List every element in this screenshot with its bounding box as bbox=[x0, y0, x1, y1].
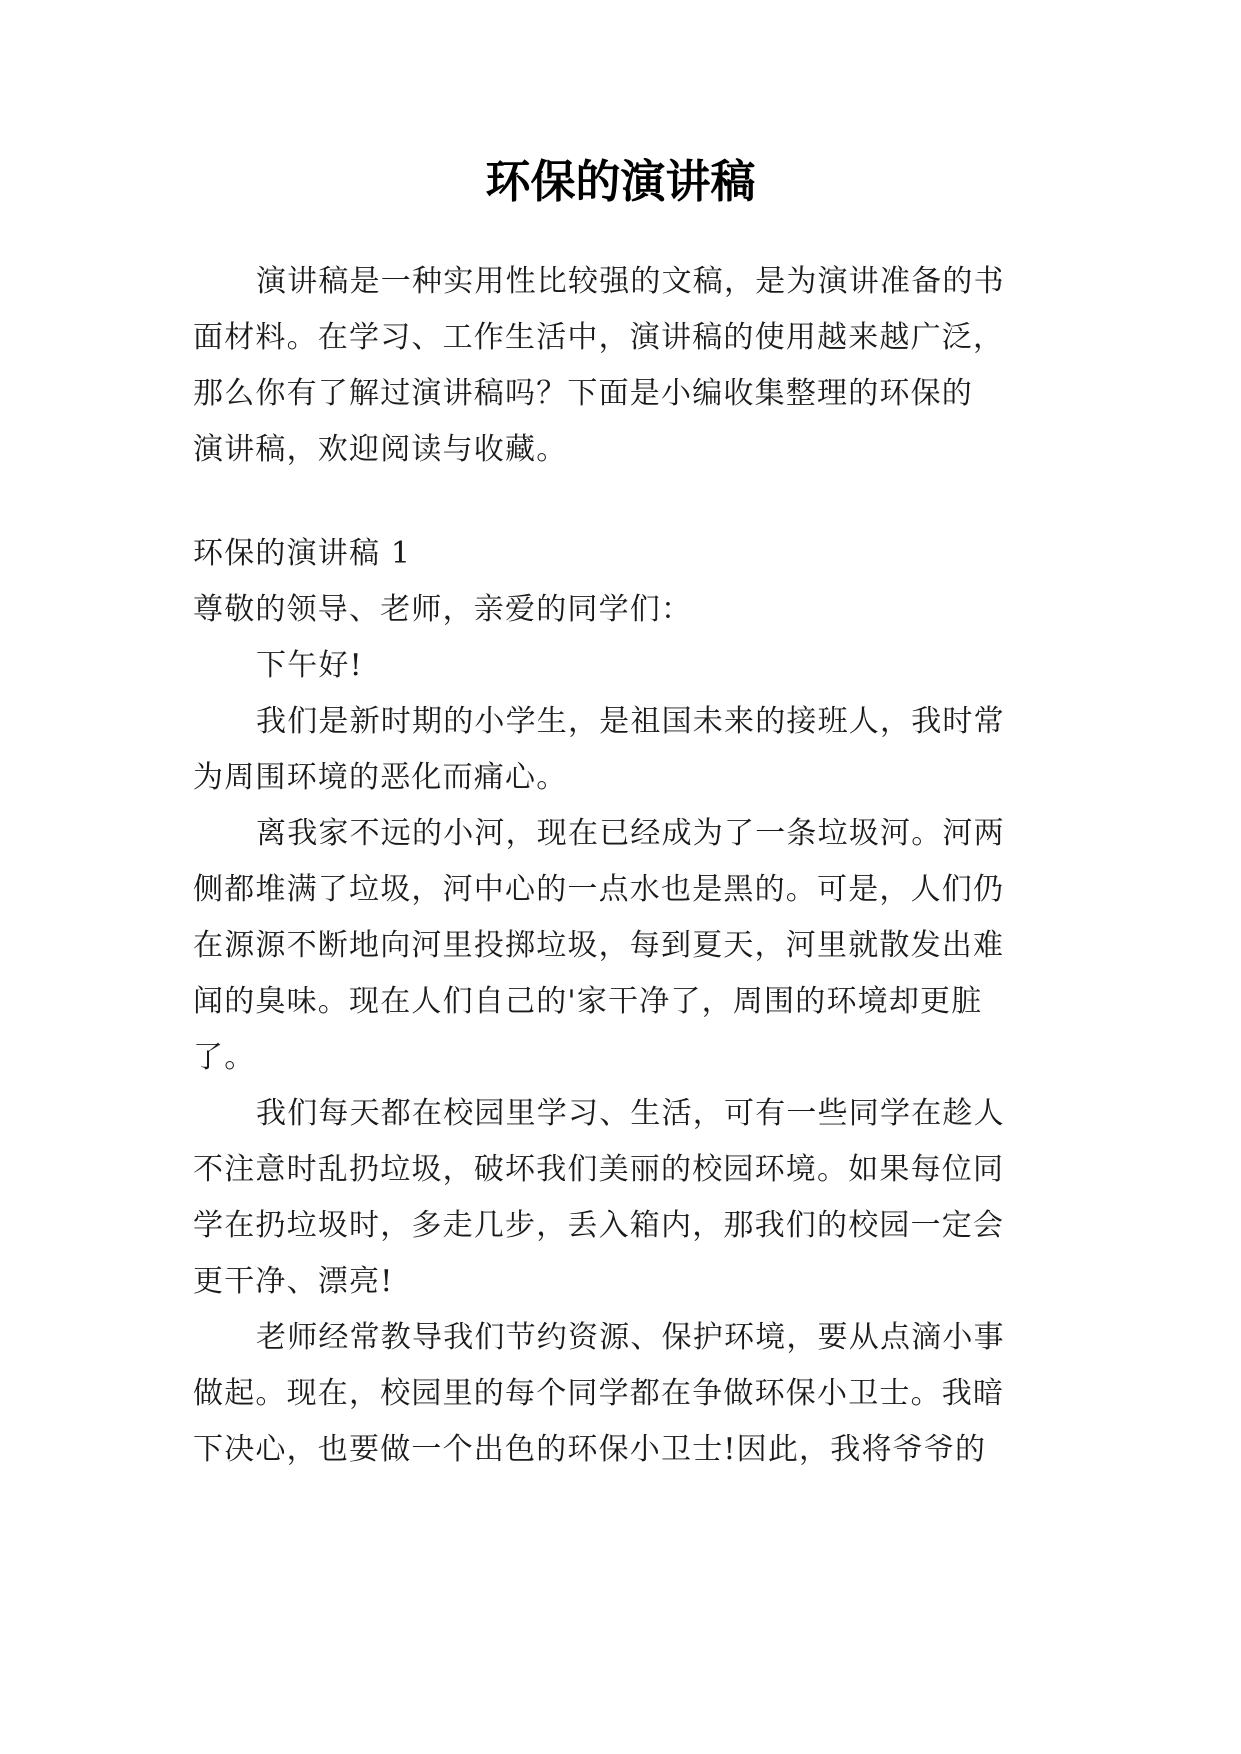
body-line: 了。 bbox=[193, 1040, 256, 1075]
body-line: 侧都堆满了垃圾，河中心的一点水也是黑的。可是，人们仍 bbox=[193, 872, 1005, 907]
body-line: 做起。现在，校园里的每个同学都在争做环保小卫士。我暗 bbox=[193, 1376, 1005, 1411]
intro-line: 面材料。在学习、工作生活中，演讲稿的使用越来越广泛， bbox=[193, 320, 1005, 355]
body-line: 闻的臭味。现在人们自己的'家干净了，周围的环境却更脏 bbox=[193, 984, 983, 1019]
salutation: 尊敬的领导、老师，亲爱的同学们： bbox=[193, 592, 693, 627]
intro-line: 那么你有了解过演讲稿吗？下面是小编收集整理的环保的 bbox=[193, 376, 973, 411]
body-line: 下决心，也要做一个出色的环保小卫士!因此，我将爷爷的 bbox=[193, 1432, 987, 1467]
body-line: 不注意时乱扔垃圾，破坏我们美丽的校园环境。如果每位同 bbox=[193, 1152, 1005, 1187]
body-line: 我们每天都在校园里学习、生活，可有一些同学在趁人 bbox=[256, 1096, 1005, 1131]
body-line: 为周围环境的恶化而痛心。 bbox=[193, 760, 568, 795]
intro-line: 演讲稿，欢迎阅读与收藏。 bbox=[193, 432, 568, 467]
body-line: 离我家不远的小河，现在已经成为了一条垃圾河。河两 bbox=[256, 816, 1005, 851]
body-line: 学在扔垃圾时，多走几步，丢入箱内，那我们的校园一定会 bbox=[193, 1208, 1005, 1243]
document-title: 环保的演讲稿 bbox=[485, 155, 756, 208]
body-line: 在源源不断地向河里投掷垃圾，每到夏天，河里就散发出难 bbox=[193, 928, 1005, 963]
greeting: 下午好! bbox=[256, 648, 363, 683]
body-line: 老师经常教导我们节约资源、保护环境，要从点滴小事 bbox=[256, 1320, 1005, 1355]
intro-line: 演讲稿是一种实用性比较强的文稿，是为演讲准备的书 bbox=[256, 264, 1005, 299]
body-line: 更干净、漂亮! bbox=[193, 1264, 394, 1299]
section-heading: 环保的演讲稿 1 bbox=[193, 536, 412, 571]
body-line: 我们是新时期的小学生，是祖国未来的接班人，我时常 bbox=[256, 704, 1005, 739]
